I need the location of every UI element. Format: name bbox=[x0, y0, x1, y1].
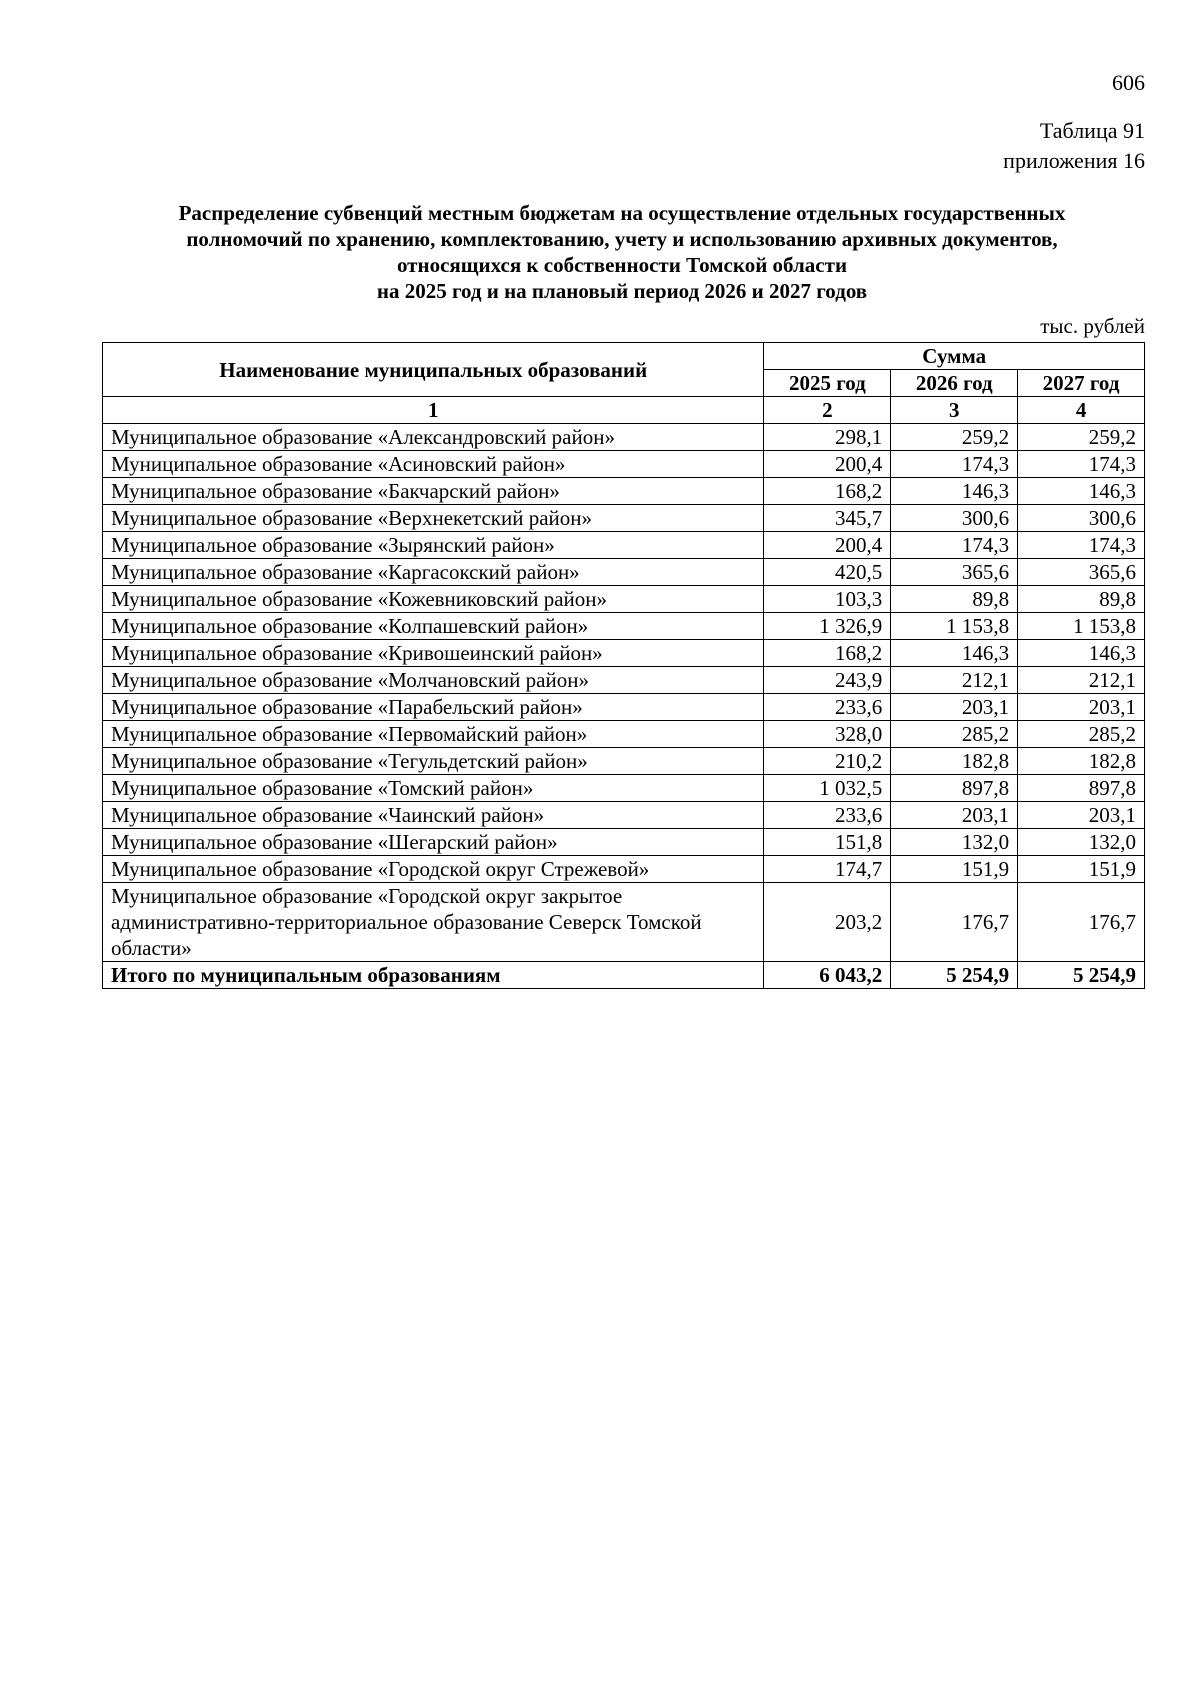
table-row bbox=[103, 559, 1145, 586]
table-row bbox=[103, 505, 1145, 532]
municipality-name: Муниципальное образование «Чаинский район» bbox=[103, 802, 764, 829]
header-name: Наименование муниципальных образований bbox=[103, 343, 764, 397]
table-reference bbox=[1003, 116, 1145, 176]
value-2025: 233,6 bbox=[764, 694, 891, 721]
value-2027: 182,8 bbox=[1018, 748, 1145, 775]
value-2026: 174,3 bbox=[891, 532, 1018, 559]
value-2027: 285,2 bbox=[1018, 721, 1145, 748]
value-2025: 103,3 bbox=[764, 586, 891, 613]
table-row bbox=[103, 775, 1145, 802]
title-line: полномочий по хранению, комплектованию, учету и использованию архивных документов, bbox=[186, 227, 1058, 251]
table-row bbox=[103, 532, 1145, 559]
page-number: 606 bbox=[1112, 70, 1145, 95]
value-2026: 259,2 bbox=[891, 424, 1018, 451]
value-2027: 300,6 bbox=[1018, 505, 1145, 532]
appendix-label: приложения 16 bbox=[1003, 148, 1145, 173]
value-2026: 89,8 bbox=[891, 586, 1018, 613]
municipality-name: Муниципальное образование «Кривошеинский район» bbox=[103, 640, 764, 667]
column-numbers-row bbox=[103, 397, 1145, 424]
header-year-2027: 2027 год bbox=[1018, 370, 1145, 397]
value-2026: 300,6 bbox=[891, 505, 1018, 532]
municipality-name: Муниципальное образование «Бакчарский район» bbox=[103, 478, 764, 505]
value-2026: 182,8 bbox=[891, 748, 1018, 775]
table-row bbox=[103, 694, 1145, 721]
table-row bbox=[103, 478, 1145, 505]
value-2026: 203,1 bbox=[891, 802, 1018, 829]
value-2025: 174,7 bbox=[764, 856, 891, 883]
value-2027: 146,3 bbox=[1018, 478, 1145, 505]
table-row bbox=[103, 424, 1145, 451]
column-number: 1 bbox=[103, 397, 764, 424]
municipality-name: Муниципальное образование «Александровский район» bbox=[103, 424, 764, 451]
table-row bbox=[103, 613, 1145, 640]
value-2027: 1 153,8 bbox=[1018, 613, 1145, 640]
value-2025: 168,2 bbox=[764, 640, 891, 667]
value-2025: 233,6 bbox=[764, 802, 891, 829]
column-number: 4 bbox=[1018, 397, 1145, 424]
value-2027: 132,0 bbox=[1018, 829, 1145, 856]
table-row bbox=[103, 883, 1145, 962]
column-number: 3 bbox=[891, 397, 1018, 424]
value-2027: 203,1 bbox=[1018, 802, 1145, 829]
municipality-name: Муниципальное образование «Верхнекетский район» bbox=[103, 505, 764, 532]
value-2025: 200,4 bbox=[764, 532, 891, 559]
municipality-name: Муниципальное образование «Первомайский район» bbox=[103, 721, 764, 748]
value-2025: 420,5 bbox=[764, 559, 891, 586]
value-2025: 328,0 bbox=[764, 721, 891, 748]
table-row bbox=[103, 586, 1145, 613]
subvention-table bbox=[102, 342, 1145, 989]
value-2025: 151,8 bbox=[764, 829, 891, 856]
value-2025: 1 032,5 bbox=[764, 775, 891, 802]
value-2026: 897,8 bbox=[891, 775, 1018, 802]
municipality-name: Муниципальное образование «Шегарский район» bbox=[103, 829, 764, 856]
value-2027: 174,3 bbox=[1018, 532, 1145, 559]
value-2027: 259,2 bbox=[1018, 424, 1145, 451]
table-row bbox=[103, 802, 1145, 829]
value-2026: 212,1 bbox=[891, 667, 1018, 694]
value-2027: 89,8 bbox=[1018, 586, 1145, 613]
value-2026: 203,1 bbox=[891, 694, 1018, 721]
table-row bbox=[103, 829, 1145, 856]
table-row bbox=[103, 856, 1145, 883]
header-year-2026: 2026 год bbox=[891, 370, 1018, 397]
value-2025: 200,4 bbox=[764, 451, 891, 478]
table-row bbox=[103, 748, 1145, 775]
value-2025: 168,2 bbox=[764, 478, 891, 505]
value-2026: 285,2 bbox=[891, 721, 1018, 748]
total-2025: 6 043,2 bbox=[764, 962, 891, 989]
municipality-name: Муниципальное образование «Кожевниковский район» bbox=[103, 586, 764, 613]
value-2027: 176,7 bbox=[1018, 883, 1145, 962]
title-line: Распределение субвенций местным бюджетам на осуществление отдельных государственных bbox=[178, 201, 1066, 225]
municipality-name: Муниципальное образование «Асиновский район» bbox=[103, 451, 764, 478]
municipality-name: Муниципальное образование «Тегульдетский район» bbox=[103, 748, 764, 775]
value-2025: 243,9 bbox=[764, 667, 891, 694]
municipality-name: Муниципальное образование «Городской округ Стрежевой» bbox=[103, 856, 764, 883]
value-2027: 174,3 bbox=[1018, 451, 1145, 478]
value-2027: 146,3 bbox=[1018, 640, 1145, 667]
municipality-name: Муниципальное образование «Томский район» bbox=[103, 775, 764, 802]
value-2025: 210,2 bbox=[764, 748, 891, 775]
table-row bbox=[103, 721, 1145, 748]
table-label: Таблица 91 bbox=[1039, 118, 1145, 143]
value-2025: 345,7 bbox=[764, 505, 891, 532]
total-2026: 5 254,9 bbox=[891, 962, 1018, 989]
value-2026: 1 153,8 bbox=[891, 613, 1018, 640]
title-line: на 2025 год и на плановый период 2026 и 2027 годов bbox=[376, 279, 868, 303]
table-body bbox=[103, 397, 1145, 989]
units-label: тыс. рублей bbox=[1040, 314, 1145, 338]
municipality-name: Муниципальное образование «Молчановский район» bbox=[103, 667, 764, 694]
total-row bbox=[103, 962, 1145, 989]
value-2027: 365,6 bbox=[1018, 559, 1145, 586]
value-2026: 365,6 bbox=[891, 559, 1018, 586]
value-2027: 897,8 bbox=[1018, 775, 1145, 802]
value-2025: 203,2 bbox=[764, 883, 891, 962]
value-2026: 146,3 bbox=[891, 478, 1018, 505]
municipality-name: Муниципальное образование «Каргасокский район» bbox=[103, 559, 764, 586]
value-2027: 151,9 bbox=[1018, 856, 1145, 883]
table-row bbox=[103, 640, 1145, 667]
value-2026: 151,9 bbox=[891, 856, 1018, 883]
value-2026: 132,0 bbox=[891, 829, 1018, 856]
value-2025: 1 326,9 bbox=[764, 613, 891, 640]
header-sum: Сумма bbox=[764, 343, 1145, 370]
column-number: 2 bbox=[764, 397, 891, 424]
table-row bbox=[103, 667, 1145, 694]
municipality-name: Муниципальное образование «Колпашевский район» bbox=[103, 613, 764, 640]
header-year-2025: 2025 год bbox=[764, 370, 891, 397]
total-label: Итого по муниципальным образованиям bbox=[103, 962, 764, 989]
municipality-name: Муниципальное образование «Зырянский район» bbox=[103, 532, 764, 559]
municipality-name: Муниципальное образование «Парабельский район» bbox=[103, 694, 764, 721]
value-2027: 212,1 bbox=[1018, 667, 1145, 694]
document-title bbox=[102, 200, 1142, 304]
table-row bbox=[103, 451, 1145, 478]
title-line: относящихся к собственности Томской области bbox=[396, 253, 848, 277]
total-2027: 5 254,9 bbox=[1018, 962, 1145, 989]
value-2026: 174,3 bbox=[891, 451, 1018, 478]
value-2026: 146,3 bbox=[891, 640, 1018, 667]
value-2025: 298,1 bbox=[764, 424, 891, 451]
value-2026: 176,7 bbox=[891, 883, 1018, 962]
value-2027: 203,1 bbox=[1018, 694, 1145, 721]
municipality-name: Муниципальное образование «Городской округ закрытое административно-территориальное образование Северск Томской области» bbox=[103, 883, 764, 962]
